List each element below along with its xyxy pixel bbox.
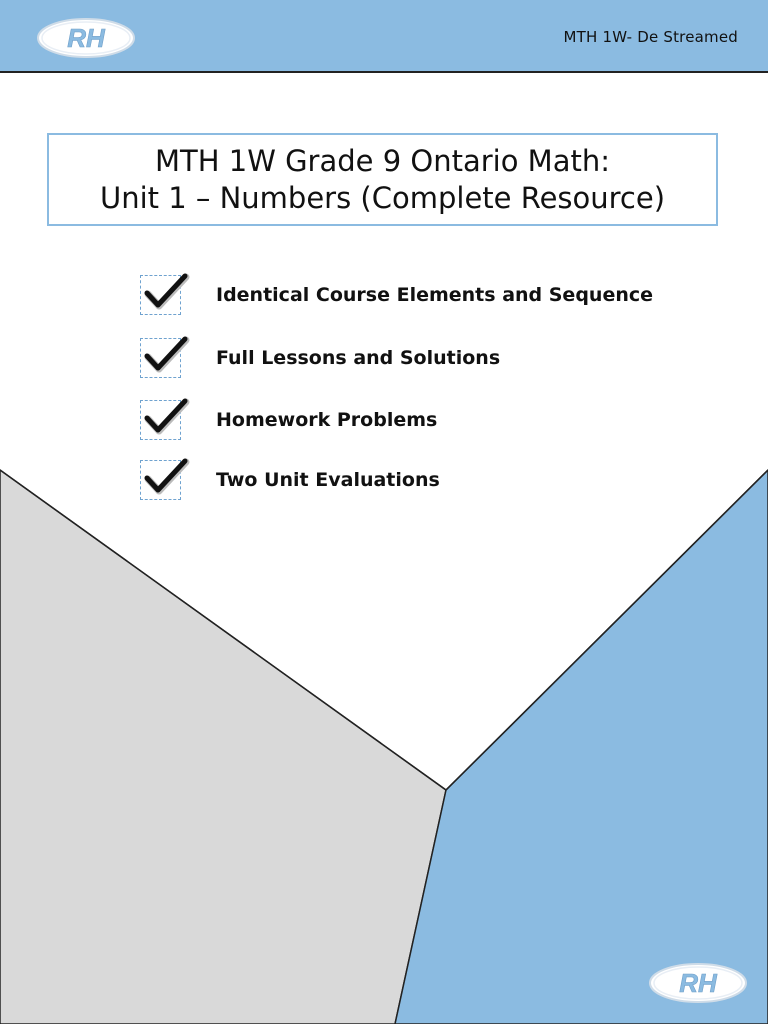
checkmark-icon: [142, 332, 190, 376]
feature-label: Homework Problems: [216, 409, 438, 431]
feature-item: [140, 338, 740, 380]
feature-item: [140, 400, 740, 442]
checkmark-icon: [142, 269, 190, 313]
checkmark-icon: [142, 394, 190, 438]
title-line-1: MTH 1W Grade 9 Ontario Math:: [154, 143, 610, 178]
blue-triangle-panel: [395, 470, 768, 1024]
gray-triangle-panel: [0, 470, 446, 1024]
feature-label: Identical Course Elements and Sequence: [216, 284, 654, 306]
logo-text: RH: [67, 23, 105, 53]
feature-item: [140, 275, 740, 317]
feature-item: [140, 460, 740, 502]
header-bar: [0, 0, 768, 73]
course-code: MTH 1W- De Streamed: [563, 28, 738, 46]
rh-logo: [36, 17, 136, 59]
feature-label: Two Unit Evaluations: [216, 469, 440, 491]
rh-logo: [648, 962, 748, 1004]
logo-text: RH: [679, 968, 717, 998]
title-box: [47, 133, 718, 226]
title-line-2: Unit 1 – Numbers (Complete Resource): [99, 180, 666, 215]
feature-label: Full Lessons and Solutions: [216, 347, 501, 369]
checkmark-icon: [142, 454, 190, 498]
